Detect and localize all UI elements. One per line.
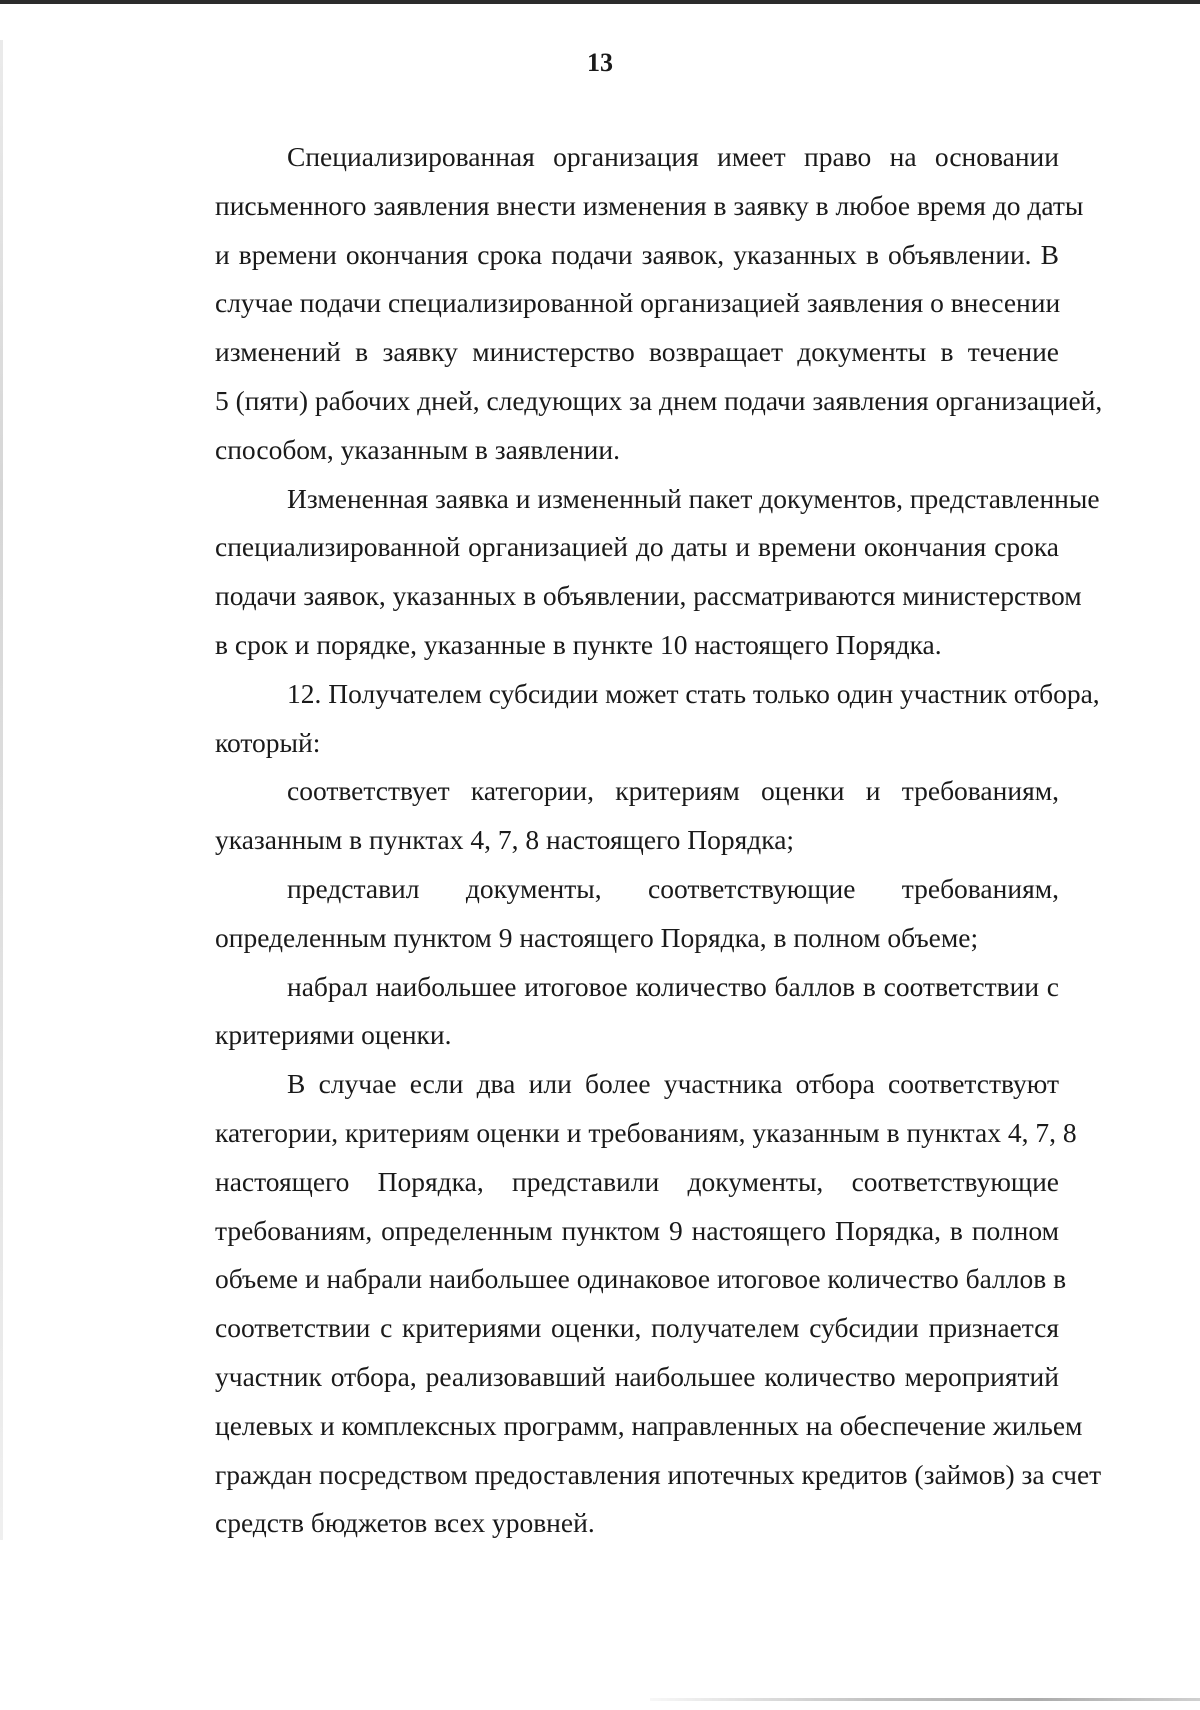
scan-bottom-edge xyxy=(650,1698,1200,1701)
text-line: изменений в заявку министерство возвращает документы в течение xyxy=(215,336,1059,368)
page-number: 13 xyxy=(587,48,613,77)
paragraph xyxy=(143,963,1059,1061)
paragraph xyxy=(143,1060,1102,1548)
text-line: определенным пунктом 9 настоящего Порядка, в полном объеме; xyxy=(215,921,979,953)
text-line: В случае если два или более участника отбора соответствуют xyxy=(287,1068,1059,1100)
text-line: соответствии с критериями оценки, получателем субсидии признается xyxy=(215,1312,1059,1344)
text-line: граждан посредством предоставления ипотечных кредитов (займов) за счет xyxy=(215,1458,1102,1490)
text-line: случае подачи специализированной организацией заявления о внесении xyxy=(215,287,1061,319)
text-line: письменного заявления внести изменения в заявку в любое время до даты xyxy=(215,189,1084,221)
text-line: указанным в пунктах 4, 7, 8 настоящего Порядка; xyxy=(215,824,795,856)
text-line: критериями оценки. xyxy=(215,1019,452,1051)
text-line: категории, критериям оценки и требованиям, указанным в пунктах 4, 7, 8 xyxy=(215,1116,1077,1148)
text-line: подачи заявок, указанных в объявлении, рассматриваются министерством xyxy=(215,580,1082,612)
text-line: соответствует категории, критериям оценки и требованиям, xyxy=(287,775,1059,807)
text-line: настоящего Порядка, представили документы, соответствующие xyxy=(215,1165,1059,1197)
document-body xyxy=(143,133,1103,1548)
text-line: который: xyxy=(215,726,321,758)
scan-top-edge xyxy=(0,0,1200,4)
text-line: целевых и комплексных программ, направленных на обеспечение жильем xyxy=(215,1409,1083,1441)
paragraph xyxy=(143,133,1103,475)
text-line: объеме и набрали наибольшее одинаковое итоговое количество баллов в xyxy=(215,1263,1067,1295)
paragraph xyxy=(143,475,1100,670)
text-line: требованиям, определенным пунктом 9 настоящего Порядка, в полном xyxy=(215,1214,1059,1246)
text-line: 5 (пяти) рабочих дней, следующих за днем подачи заявления организацией, xyxy=(215,384,1103,416)
paragraph xyxy=(143,670,1100,768)
text-line: Измененная заявка и измененный пакет документов, представленные xyxy=(287,482,1100,514)
text-line: в срок и порядке, указанные в пункте 10 настоящего Порядка. xyxy=(215,628,942,660)
text-line: набрал наибольшее итоговое количество баллов в соответствии с xyxy=(287,970,1059,1002)
text-line: участник отбора, реализовавший наибольшее количество мероприятий xyxy=(215,1360,1059,1392)
paragraph xyxy=(143,767,1059,865)
text-line: и времени окончания срока подачи заявок, указанных в объявлении. В xyxy=(215,238,1059,270)
text-line: представил документы, соответствующие требованиям, xyxy=(287,872,1059,904)
text-line: специализированной организацией до даты и времени окончания срока xyxy=(215,531,1059,563)
text-line: средств бюджетов всех уровней. xyxy=(215,1507,595,1539)
text-line: способом, указанным в заявлении. xyxy=(215,433,620,465)
text-line: 12. Получателем субсидии может стать только один участник отбора, xyxy=(287,677,1100,709)
paragraph xyxy=(143,865,1059,963)
text-line: Специализированная организация имеет право на основании xyxy=(287,141,1059,172)
scan-left-edge xyxy=(0,40,3,1540)
